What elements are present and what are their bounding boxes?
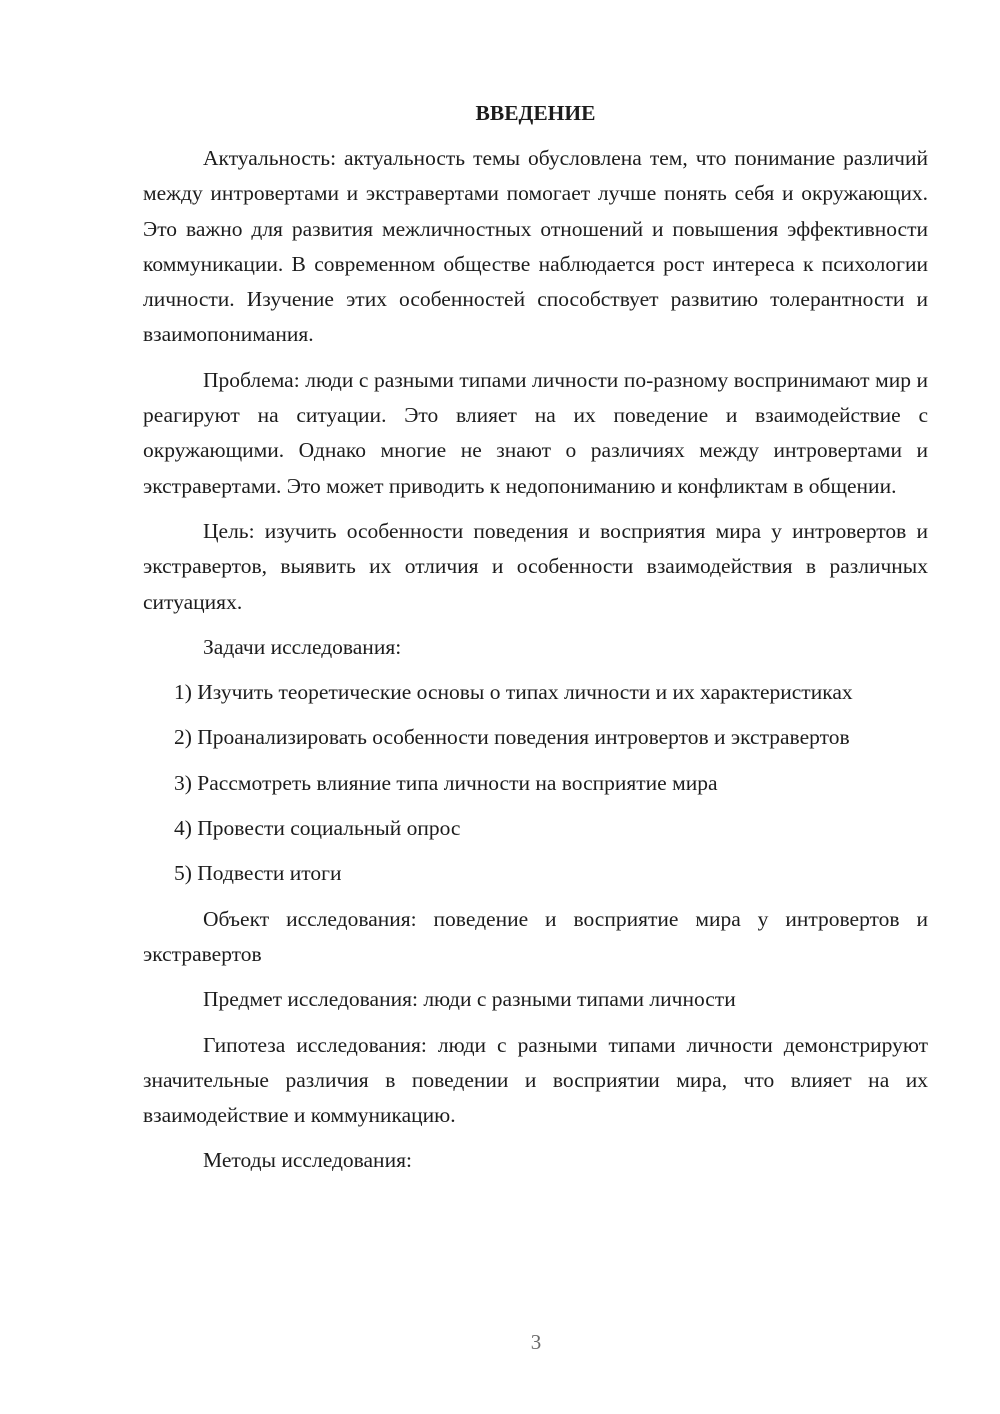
task-item: 4) Провести социальный опрос [174, 816, 461, 841]
goal-paragraph: Цель: изучить особенности поведения и восприятия мира у интровертов и экстравертов, выявить их отличия и особенности взаимодействия в различных ситуациях. [143, 518, 928, 614]
relevance-paragraph: Актуальность: актуальность темы обусловлена тем, что понимание различий между интровертами и экстравертами помогает лучше понять себя и окружающих. Это важно для развития межличностных отношений и повышения эффективности коммуникации. В современном обществе наблюдается рост интереса к психологии личности. Изучение этих особенностей способствует развитию толерантности и взаимопонимания. [143, 146, 928, 347]
page-title: ВВЕДЕНИЕ [475, 101, 596, 125]
object-paragraph: Объект исследования: поведение и восприятие мира у интровертов и экстравертов [143, 906, 928, 966]
task-item: 3) Рассмотреть влияние типа личности на восприятие мира [174, 770, 718, 795]
hypothesis-paragraph: Гипотеза исследования: люди с разными типами личности демонстрируют значительные различия в поведении и восприятии мира, что влияет на их взаимодействие и коммуникацию. [143, 1032, 928, 1128]
task-item: 2) Проанализировать особенности поведения интровертов и экстравертов [174, 725, 850, 750]
subject-paragraph: Предмет исследования: люди с разными типами личности [203, 987, 736, 1012]
task-item: 5) Подвести итоги [174, 861, 342, 886]
tasks-heading: Задачи исследования: [203, 634, 402, 659]
problem-paragraph: Проблема: люди с разными типами личности по-разному воспринимают мир и реагируют на ситуации. Это влияет на их поведение и взаимодействие с окружающими. Однако многие не знают о различиях между интровертами и экстравертами. Это может приводить к недопониманию и конфликтам в общении. [143, 367, 928, 498]
task-item: 1) Изучить теоретические основы о типах личности и их характеристиках [174, 680, 853, 705]
page-content [143, 96, 928, 1189]
methods-heading: Методы исследования: [203, 1148, 412, 1173]
page-number: 3 [530, 1330, 542, 1354]
